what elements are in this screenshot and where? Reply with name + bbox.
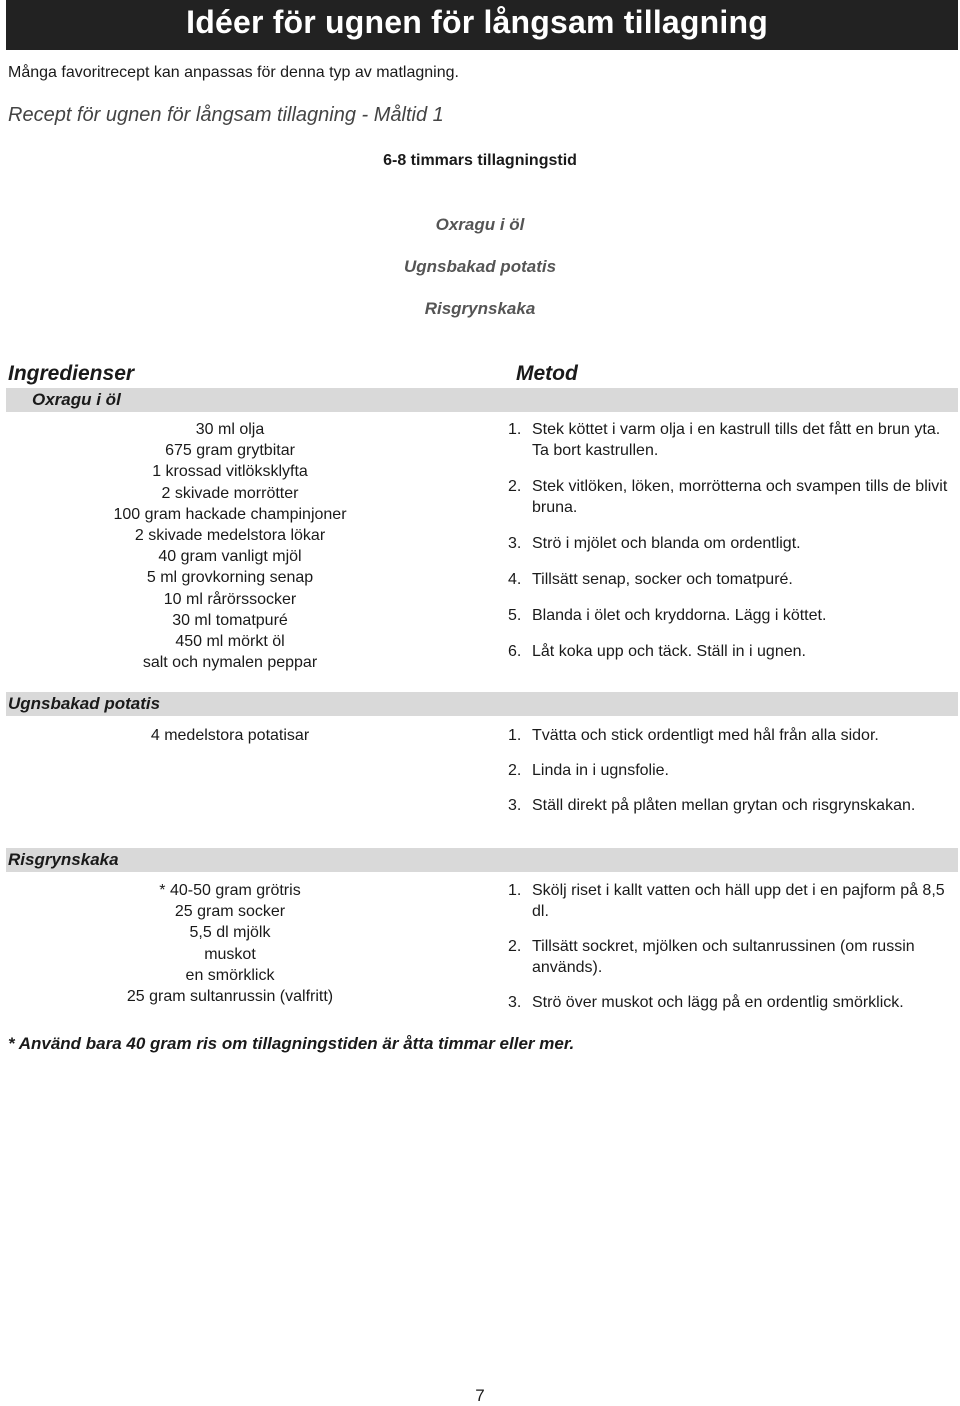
- step-number: 1.: [508, 421, 522, 438]
- ingredient-list-oxragu: [80, 419, 380, 673]
- method-step: [508, 992, 960, 1013]
- method-step: [508, 476, 960, 518]
- ingredients-heading: Ingredienser: [8, 362, 135, 385]
- ingredient-item: 25 gram sultanrussin (valfritt): [126, 988, 334, 1006]
- section-label-potatis: Ugnsbakad potatis: [8, 694, 161, 713]
- page-header: [6, 0, 958, 50]
- step-text: Låt koka upp och täck. Ställ in i ugnen.: [532, 643, 806, 660]
- step-text: Tillsätt sockret, mjölken och sultanrussinen (om russin används).: [532, 938, 915, 976]
- section-label-oxragu: Oxragu i öl: [32, 390, 121, 409]
- method-list-oxragu: [508, 419, 960, 662]
- step-number: 6.: [508, 643, 522, 660]
- ingredient-item: 25 gram socker: [174, 903, 286, 921]
- method-step: [508, 880, 960, 922]
- method-step: [508, 795, 960, 816]
- ingredient-item: 5,5 dl mjölk: [189, 924, 271, 942]
- menu-item-risgryn: Risgrynskaka: [424, 299, 536, 318]
- step-text: Linda in i ugnsfolie.: [532, 762, 669, 779]
- step-number: 1.: [508, 882, 522, 899]
- ingredient-item: 675 gram grytbitar: [165, 442, 295, 460]
- ingredient-item: 5 ml grovkorning senap: [146, 569, 314, 587]
- ingredient-item: muskot: [204, 945, 256, 963]
- ingredient-item: 40 gram vanligt mjöl: [158, 548, 302, 566]
- step-number: 3.: [508, 994, 522, 1011]
- step-text: Skölj riset i kallt vatten och häll upp det i en pajform på 8,5 dl.: [532, 882, 945, 920]
- ingredient-item: * 40-50 gram grötris: [159, 882, 301, 899]
- step-text: Ställ direkt på plåten mellan grytan och risgrynskakan.: [532, 797, 916, 814]
- method-step: [508, 569, 960, 590]
- ingredient-item: 450 ml mörkt öl: [175, 633, 285, 651]
- intro-text: Många favoritrecept kan anpassas för denna typ av matlagning.: [8, 64, 459, 81]
- ingredient-item: 1 krossad vitlöksklyfta: [152, 463, 308, 481]
- page-number: 7: [475, 1386, 485, 1405]
- cook-time: 6-8 timmars tillagningstid: [383, 152, 577, 169]
- footnote: * Använd bara 40 gram ris om tillagningstiden är åtta timmar eller mer.: [8, 1034, 575, 1053]
- ingredient-item: salt och nymalen peppar: [142, 654, 318, 672]
- section-label-risgryn: Risgrynskaka: [8, 850, 119, 869]
- recipe-title: Recept för ugnen för långsam tillagning - Måltid 1: [8, 104, 444, 126]
- section-bar-oxragu: [6, 388, 958, 412]
- step-number: 3.: [508, 797, 522, 814]
- menu-item-potatis: Ugnsbakad potatis: [403, 257, 557, 276]
- ingredient-list-risgryn: [80, 880, 380, 1007]
- method-step: [508, 641, 960, 662]
- ingredient-item: 30 ml tomatpuré: [172, 611, 288, 629]
- ingredient-item: 10 ml rårörssocker: [163, 590, 297, 608]
- step-number: 2.: [508, 478, 522, 495]
- step-number: 4.: [508, 571, 522, 588]
- ingredient-item: 2 skivade morrötter: [161, 484, 299, 502]
- method-list-potatis: [508, 725, 960, 816]
- method-step: [508, 725, 960, 746]
- section-bar-potatis: [6, 692, 958, 716]
- step-text: Blanda i ölet och kryddorna. Lägg i köttet.: [532, 607, 827, 624]
- step-text: Strö i mjölet och blanda om ordentligt.: [532, 535, 801, 552]
- ingredient-item: 4 medelstora potatisar: [150, 727, 310, 744]
- ingredient-item: 2 skivade medelstora lökar: [134, 527, 326, 545]
- method-heading: Metod: [516, 362, 578, 385]
- step-number: 5.: [508, 607, 522, 624]
- section-bar-risgryn: [6, 848, 958, 872]
- step-text: Strö över muskot och lägg på en ordentlig smörklick.: [532, 994, 904, 1011]
- method-step: [508, 533, 960, 554]
- ingredient-list-potatis: [80, 725, 380, 746]
- step-number: 2.: [508, 938, 522, 955]
- step-number: 3.: [508, 535, 522, 552]
- menu-item-oxragu: Oxragu i öl: [435, 215, 525, 234]
- page-title: Idéer för ugnen för långsam tillagning: [186, 4, 768, 40]
- method-list-risgryn: [508, 880, 960, 1013]
- step-text: Tillsätt senap, socker och tomatpuré.: [532, 571, 793, 588]
- ingredient-item: en smörklick: [185, 966, 275, 984]
- ingredient-item: 30 ml olja: [195, 421, 265, 438]
- method-step: [508, 760, 960, 781]
- method-step: [508, 605, 960, 626]
- method-step: [508, 419, 960, 461]
- step-text: Stek köttet i varm olja i en kastrull tills det fått en brun yta. Ta bort kastrullen.: [532, 421, 941, 459]
- step-text: Stek vitlöken, löken, morrötterna och svampen tills de blivit bruna.: [532, 478, 948, 516]
- step-number: 1.: [508, 727, 522, 744]
- ingredient-item: 100 gram hackade champinjoner: [113, 505, 347, 523]
- step-number: 2.: [508, 762, 522, 779]
- step-text: Tvätta och stick ordentligt med hål från alla sidor.: [532, 727, 879, 744]
- method-step: [508, 936, 960, 978]
